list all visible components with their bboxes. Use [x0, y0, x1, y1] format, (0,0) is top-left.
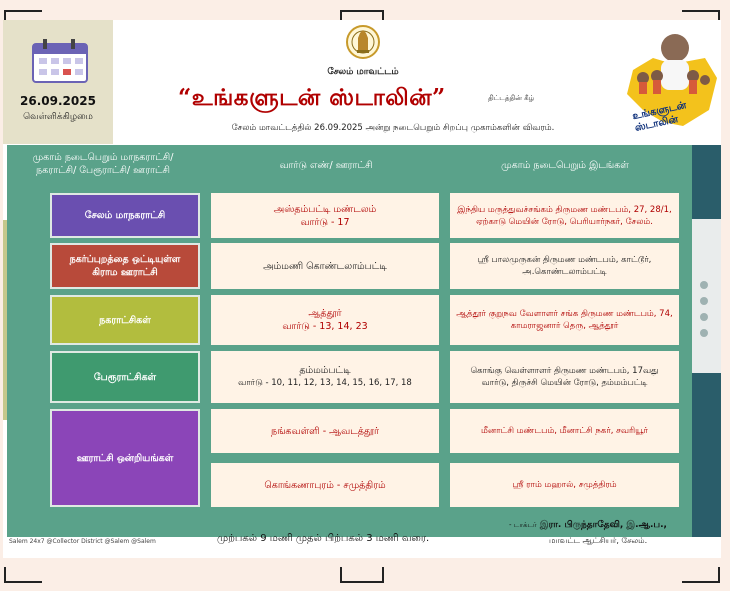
date-box — [3, 20, 113, 144]
right-decoration — [692, 145, 721, 537]
collector-title: மாவட்ட ஆட்சியர், சேலம். — [549, 536, 648, 545]
venue-cell — [450, 243, 679, 289]
poster-title: “உங்களுடன் ஸ்டாலின்” — [178, 84, 446, 111]
scheme-logo-text: உங்களுடன் ஸ்டாலின் — [631, 100, 688, 134]
ward-numbers: வார்டு - 10, 11, 12, 13, 14, 15, 16, 17, 18 — [238, 378, 412, 388]
collector-name: இரா. பிருந்தாதேவி, இ.ஆ.ப., — [539, 520, 667, 530]
decor-band — [692, 373, 721, 537]
decor-dot — [700, 329, 708, 337]
corner-frame-bottom-left — [4, 567, 42, 583]
poster-subtitle: சேலம் மாவட்டத்தில் 26.09.2025 அன்று நடைபெறும் சிறப்பு முகாம்களின் விவரம். — [231, 123, 555, 133]
ward-cell — [211, 351, 439, 403]
venue-cell: இந்திய மருத்துவச்சங்கம் திருமண மண்டபம், 27, 28/1, ஏற்காடு மெயின் ரோடு, பெரியார்நகர், சேலம். — [450, 193, 679, 238]
left-decoration — [3, 220, 7, 420]
ward-numbers: வார்டு - 17 — [300, 216, 350, 228]
camps-panel — [7, 145, 692, 537]
poster-card — [3, 20, 721, 558]
decor-dot — [700, 281, 708, 289]
header-col-ward: வார்டு எண்/ ஊராட்சி — [279, 160, 373, 171]
title-suffix: திட்டத்தின் கீழ் — [488, 94, 535, 102]
ward-numbers: வார்டு - 13, 14, 23 — [282, 321, 368, 332]
ward-cell — [211, 295, 439, 345]
header-col-area: முகாம் நடைபெறும் மாநகராட்சி/ நகராட்சி/ பேரூராட்சி/ ஊராட்சி — [32, 152, 174, 176]
decor-band — [692, 145, 721, 219]
sign-prefix: - டாக்டர் — [509, 521, 537, 529]
area-cell: நகர்ப்புறத்தை ஒட்டியுள்ள கிராம ஊராட்சி — [50, 243, 200, 289]
corner-frame-bottom-right — [682, 567, 720, 583]
ward-name: அம்மணி கொண்டலாம்பட்டி — [263, 260, 387, 272]
calendar-icon — [31, 38, 89, 84]
ward-name: ஆத்தூர் — [308, 308, 342, 319]
venue-cell — [450, 351, 679, 403]
ward-name: அஸ்தம்பட்டி மண்டலம் — [273, 203, 377, 215]
venue-cell: ஸ்ரீ ராம் மஹால், சமுத்திரம் — [450, 463, 679, 507]
frame-bottom-middle — [340, 567, 384, 583]
decor-dot — [700, 297, 708, 305]
venue-text: ஸ்ரீ பாலமுருகன் திருமண மண்டபம், காட்டூர், அ.கொண்டலாம்பட்டி — [477, 255, 652, 277]
tamilnadu-emblem-icon — [345, 24, 381, 62]
social-handles: Salem 24x7 @Collector District @Salem @Salem — [9, 538, 156, 545]
collector-signature — [509, 520, 667, 531]
venue-cell: மீனாட்சி மண்டபம், மீனாட்சி நகர், சவரியூர் — [450, 409, 679, 453]
header-col-venue: முகாம் நடைபெறும் இடங்கள் — [501, 160, 629, 171]
venue-text: கொங்கு வெள்ளாளர் திருமண மண்டபம், 17வது வார்டு, திருச்சி மெயின் ரோடு, தம்மம்பட்டி — [470, 366, 659, 388]
day-text: வெள்ளிக்கிழமை — [23, 112, 93, 122]
ward-name: தம்மம்பட்டி — [299, 365, 351, 376]
camp-timing: முற்பகல் 9 மணி முதல் பிற்பகல் 3 மணி வரை. — [217, 533, 430, 544]
decor-dot — [700, 313, 708, 321]
area-cell: சேலம் மாநகராட்சி — [50, 193, 200, 238]
ward-cell — [211, 243, 439, 289]
area-cell: நகராட்சிகள் — [50, 295, 200, 345]
ward-cell: நங்கவள்ளி - ஆவடத்தூர் — [211, 409, 439, 453]
area-cell: பேரூராட்சிகள் — [50, 351, 200, 403]
area-cell: ஊராட்சி ஒன்றியங்கள் — [50, 409, 200, 507]
venue-cell: ஆத்தூர் குறுநவ வேளாளர் சங்க திருமண மண்டபம், 74, காமராஜனார் தெரு, ஆத்தூர் — [450, 295, 679, 345]
ward-cell: கொங்கணாபுரம் - சமுத்திரம் — [211, 463, 439, 507]
date-text: 26.09.2025 — [20, 94, 96, 108]
ward-cell — [211, 193, 439, 238]
district-name: சேலம் மாவட்டம் — [327, 67, 399, 77]
